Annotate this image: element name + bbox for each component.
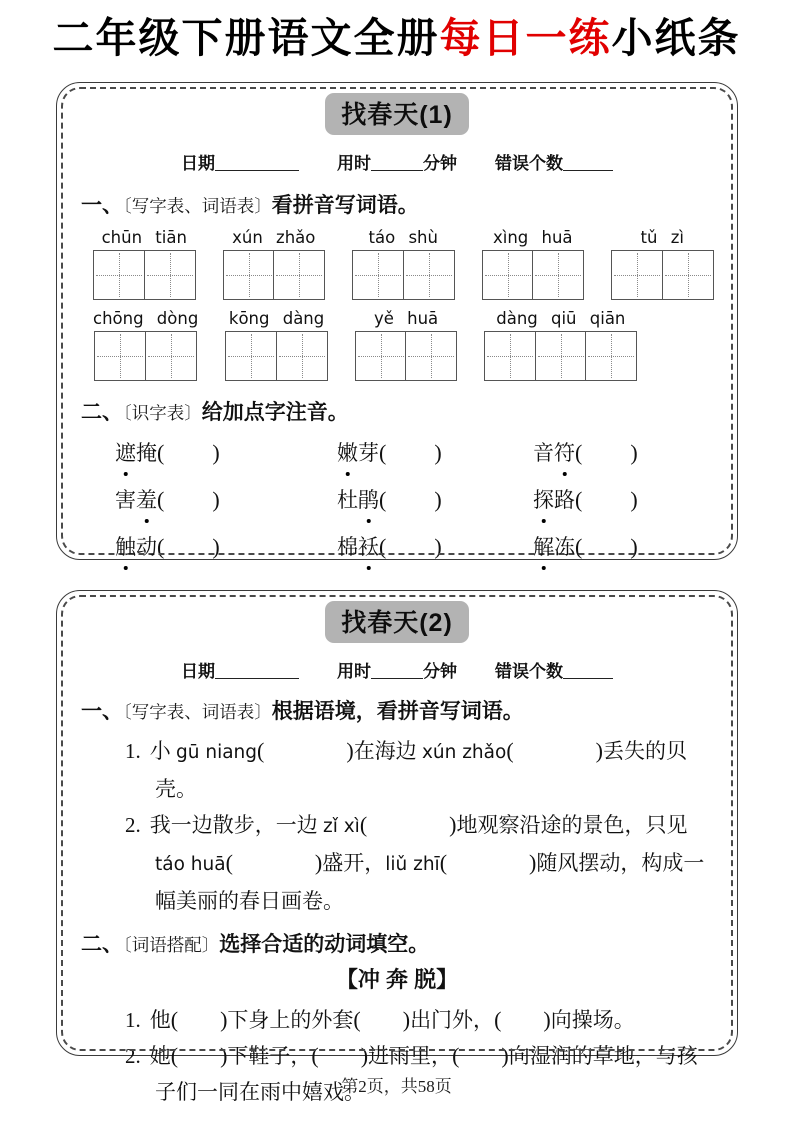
answer-blank [575,441,638,465]
paren-close: ) [630,487,638,512]
annotation-word-item [533,532,713,562]
word-chars [533,535,575,559]
blank-gap [501,1026,543,1027]
blank-gap [386,459,434,460]
word-chars [115,488,157,512]
word-char: 袄 [358,533,379,562]
answer-blank [575,488,638,512]
word-char: 杜 [337,488,358,512]
writing-grid [352,250,455,300]
pinyin-label: táo shù [368,228,438,247]
paren-close: ) [501,1043,509,1068]
blank-gap [386,553,434,554]
pinyin-grid-group [93,308,198,381]
section-instruction: 给加点字注音。 [201,401,349,424]
annotation-word-item [533,485,713,515]
page-title [0,0,793,61]
minutes-label: 分钟 [423,662,457,681]
chinese-text: 出门外， [410,1008,495,1032]
errors-field [495,149,613,174]
paren-open: ( [157,534,165,559]
writing-cell [484,331,536,381]
section-title [81,929,713,960]
answer-blank [440,851,537,875]
chinese-text: 向湿润的草地，与孩子们一同在雨中嬉戏。 [155,1044,698,1104]
paren-open: ( [379,534,387,559]
paren-close: ) [220,1007,228,1032]
writing-cell [144,250,196,300]
blank-gap [514,757,596,758]
section-instruction: 看拼音写词语。 [271,194,419,217]
sentence-item [81,1002,713,1038]
item-number: 1. [125,1008,141,1032]
answer-blank [379,488,442,512]
time-label: 用时 [337,662,371,681]
sentence-item [81,733,713,807]
word-char: 解 [533,533,554,562]
annotation-word-item [115,438,337,468]
writing-cell [585,331,637,381]
pinyin-label: yě huā [373,309,439,328]
pinyin-grid-row [81,227,713,300]
section-number: 二、 [81,400,123,424]
writing-cell [94,331,146,381]
writing-cell [403,250,455,300]
annotation-word-list [81,438,713,562]
section-number: 二、 [81,932,123,956]
blank-gap [178,1026,220,1027]
paren-open: ( [225,850,233,875]
annotation-word-item [533,438,713,468]
paren-open: ( [257,738,265,763]
word-char: 嫩 [337,439,358,468]
sentence-item [81,807,713,919]
answer-blank [379,535,442,559]
chinese-text: 盛开， [322,851,386,875]
blank-gap [233,869,315,870]
paren-open: ( [379,487,387,512]
writing-cell [276,331,328,381]
pinyin-grid-group [225,308,328,381]
writing-grid [93,250,196,300]
paren-open: ( [494,1007,502,1032]
chinese-text: 下身上的外套 [227,1008,354,1032]
section-number: 一、 [81,699,123,723]
paren-open: ( [452,1043,460,1068]
word-char: 冻 [554,535,575,559]
paren-close: ) [449,812,457,837]
blank-gap [367,831,449,832]
paren-open: ( [379,440,387,465]
errors-field [495,657,613,682]
writing-cell [611,250,663,300]
verb-word-bank: 【冲 奔 脱】 [335,967,459,992]
pinyin-label: xìng huā [492,228,573,247]
pinyin-grid-row [81,308,713,381]
page-title-highlight: 每日一练 [439,15,612,61]
pinyin-grid-group [223,227,326,300]
paren-close: ) [529,850,537,875]
section-number: 一、 [81,193,123,217]
writing-cell [225,331,277,381]
writing-grid [611,250,714,300]
word-char: 害 [115,488,136,512]
writing-cell [145,331,197,381]
writing-grid [355,331,458,381]
chinese-text: 进雨里， [368,1044,453,1068]
paren-open: ( [353,1007,361,1032]
blank-gap [164,553,212,554]
writing-cell [662,250,714,300]
annotation-word-item [115,485,337,515]
paren-close: ) [543,1007,551,1032]
word-char: 音 [533,441,554,465]
worksheet-card-1 [56,82,738,560]
pinyin-text: xún zhǎo [421,742,507,763]
word-char: 触 [115,533,136,562]
date-field [181,657,299,682]
blank-underline [563,661,613,679]
writing-cell [355,331,407,381]
word-char: 探 [533,486,554,515]
pinyin-grid-group [484,308,637,381]
lesson-badge: 找春天(2) [325,601,469,643]
chinese-text: 她 [149,1044,171,1068]
paren-close: ) [630,440,638,465]
writing-cell [223,250,275,300]
pinyin-label: kōng dàng [228,309,325,328]
pinyin-grid-group [611,227,714,300]
pinyin-text: zǐ xì [323,816,360,837]
meta-line [81,149,713,174]
blank-gap [582,506,630,507]
blank-underline [371,661,423,679]
word-char: 遮 [115,439,136,468]
paren-close: ) [434,440,442,465]
blank-underline [371,153,423,171]
paren-close: ) [434,487,442,512]
section-title [81,397,713,428]
word-char: 掩 [136,441,157,465]
word-chars [533,488,575,512]
word-chars [337,441,379,465]
pinyin-text: liǔ zhī [385,854,440,875]
paren-close: ) [314,850,323,875]
paren-open: ( [157,487,165,512]
section-tag: 〔写字表、词语表〕 [123,196,272,216]
chinese-text: 下鞋子， [227,1044,312,1068]
writing-grid [484,331,637,381]
pinyin-label: xún zhǎo [232,228,316,247]
paren-open: ( [575,534,583,559]
blank-gap [178,1062,220,1063]
paren-open: ( [311,1043,319,1068]
paren-close: ) [434,534,442,559]
answer-blank [257,739,354,763]
pinyin-grid-group [355,308,458,381]
chinese-text: 在海边 [353,739,422,763]
answer-blank [157,535,220,559]
word-char: 动 [136,535,157,559]
answer-blank [452,1044,509,1068]
blank-underline [215,661,299,679]
chinese-text: 向操场。 [550,1008,635,1032]
word-char: 路 [554,488,575,512]
date-label: 日期 [181,154,215,173]
paren-close: ) [402,1007,411,1032]
section-tag: 〔写字表、词语表〕 [123,702,272,722]
paren-close: ) [630,534,638,559]
writing-cell [93,250,145,300]
paren-close: ) [346,738,354,763]
section-instruction: 选择合适的动词填空。 [219,933,430,956]
answer-blank [157,488,220,512]
paren-close: ) [212,534,220,559]
pinyin-text: táo huā [155,854,226,875]
paren-open: ( [170,1043,179,1068]
annotation-word-item [337,532,533,562]
blank-gap [264,757,346,758]
word-chars [337,535,379,559]
writing-cell [535,331,587,381]
date-field [181,149,299,174]
lesson-badge: 找春天(1) [325,93,469,135]
word-char: 棉 [337,535,358,559]
paren-close: ) [360,1043,369,1068]
annotation-word-item [337,485,533,515]
writing-grid [94,331,197,381]
item-number: 1. [125,739,141,763]
section-title [81,696,713,727]
blank-gap [459,1062,501,1063]
answer-blank [171,1008,228,1032]
minutes-label: 分钟 [423,154,457,173]
pinyin-label: tǔ zì [640,228,684,247]
answer-blank [226,851,323,875]
paren-open: ( [359,812,368,837]
errors-label: 错误个数 [495,662,563,681]
paren-open: ( [575,440,583,465]
page-title-left: 二年级下册语文全册 [52,15,440,61]
blank-gap [386,506,434,507]
pinyin-text: gū niang [176,742,258,763]
answer-blank [494,1008,551,1032]
blank-gap [447,869,529,870]
answer-blank [379,441,442,465]
paren-close: ) [212,440,220,465]
section-tag: 〔识字表〕 [123,403,202,423]
writing-cell [273,250,325,300]
pinyin-grid-group [352,227,455,300]
answer-blank [171,1044,228,1068]
answer-blank [157,441,220,465]
page-title-right: 小纸条 [611,15,741,61]
blank-underline [563,153,613,171]
word-char: 芽 [358,441,379,465]
meta-line [81,657,713,682]
paren-open: ( [170,1007,179,1032]
blank-gap [164,459,212,460]
paren-open: ( [439,850,448,875]
section-title [81,190,713,221]
pinyin-writing-grids [81,227,713,381]
annotation-word-item [115,532,337,562]
item-number: 2. [125,1044,141,1068]
paren-open: ( [157,440,165,465]
pinyin-grid-group [93,227,196,300]
answer-blank [311,1044,368,1068]
word-chars [533,441,575,465]
answer-blank [575,535,638,559]
time-field [337,149,457,174]
chinese-text: 他 [149,1008,171,1032]
chinese-text: 小 [149,739,176,763]
chinese-text: 丢失的贝壳。 [155,739,687,801]
writing-cell [405,331,457,381]
page-number: 第2页，共58页 [341,1077,452,1096]
date-label: 日期 [181,662,215,681]
writing-grid [225,331,328,381]
blank-gap [319,1062,361,1063]
item-number: 2. [125,813,141,837]
chinese-text: 我一边散步，一边 [149,813,323,837]
chinese-text: 随风摆动，构成一幅美丽的春日画卷。 [155,851,705,913]
section-instruction: 根据语境，看拼音写词语。 [271,700,524,723]
word-char: 羞 [136,486,157,515]
paren-open: ( [575,487,583,512]
pinyin-label: chūn tiān [101,228,187,247]
paren-close: ) [595,738,603,763]
word-char: 符 [554,439,575,468]
blank-gap [582,553,630,554]
word-chars [115,441,157,465]
writing-cell [482,250,534,300]
blank-gap [361,1026,403,1027]
writing-cell [532,250,584,300]
pinyin-label: chōng dòng [93,309,199,328]
writing-cell [352,250,404,300]
word-chars [115,535,157,559]
answer-blank [506,739,603,763]
word-chars [337,488,379,512]
paren-close: ) [220,1043,228,1068]
writing-grid [482,250,585,300]
paren-open: ( [506,738,514,763]
chinese-text: 地观察沿途的景色，只见 [456,813,688,837]
blank-underline [215,153,299,171]
writing-grid [223,250,326,300]
time-field [337,657,457,682]
pinyin-label: dàng qiū qiān [496,309,626,328]
section-tag: 〔词语搭配〕 [123,935,220,955]
time-label: 用时 [337,154,371,173]
answer-blank [353,1008,410,1032]
errors-label: 错误个数 [495,154,563,173]
word-char: 鹃 [358,486,379,515]
fill-in-sentences [81,733,713,919]
answer-blank [360,813,457,837]
pinyin-grid-group [482,227,585,300]
blank-gap [164,506,212,507]
blank-gap [582,459,630,460]
paren-close: ) [212,487,220,512]
annotation-word-item [337,438,533,468]
